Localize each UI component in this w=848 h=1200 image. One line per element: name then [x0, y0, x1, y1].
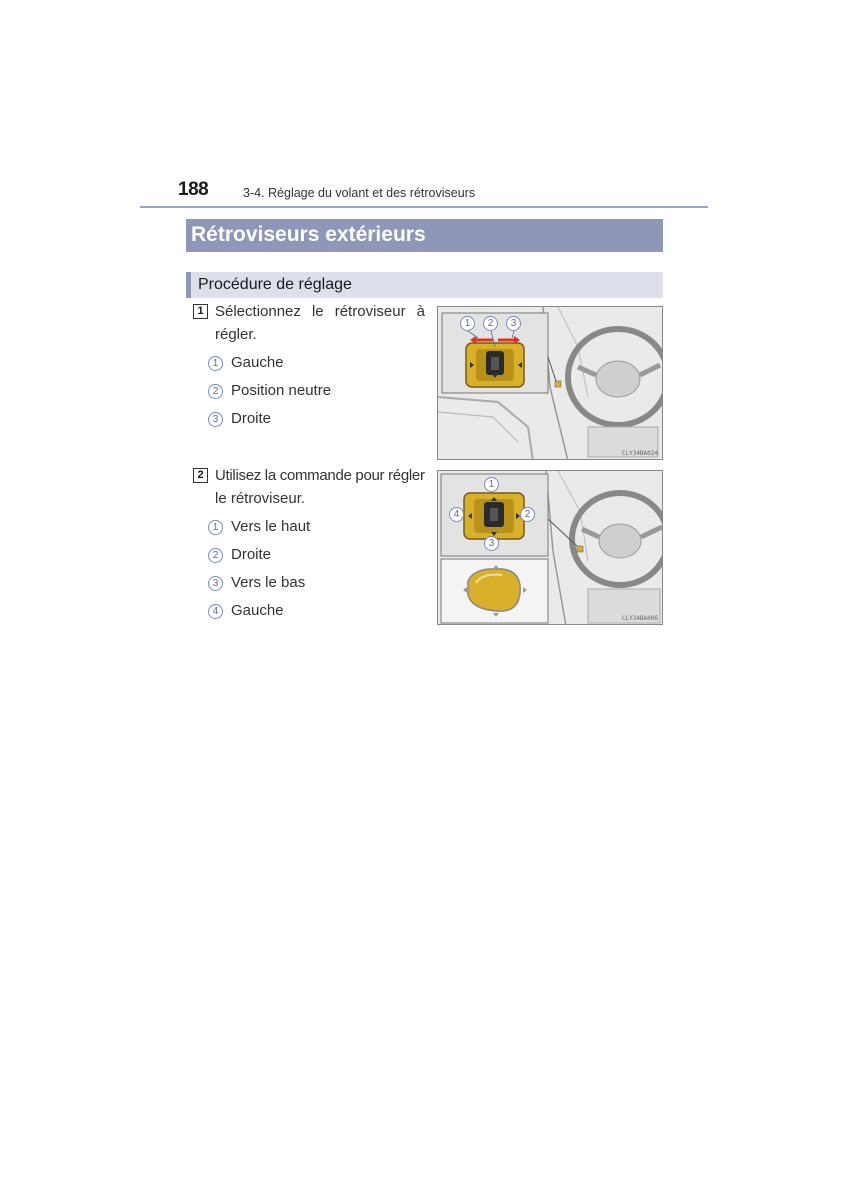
subsection-title-bar [186, 272, 663, 298]
item-number: 3 [208, 412, 223, 427]
callout-number: 2 [483, 316, 498, 331]
item-label: Gauche [231, 602, 284, 619]
item-number: 2 [208, 548, 223, 563]
figure-code: CLY34BA006 [621, 615, 658, 622]
dashboard-illustration [438, 471, 663, 625]
callout-number: 3 [506, 316, 521, 331]
item-label: Gauche [231, 354, 284, 371]
item-number: 1 [208, 520, 223, 535]
step-number-1: 1 [193, 304, 208, 319]
figure-code: CLY34BA024 [621, 450, 658, 457]
step-2-text-line1: Utilisez la commande pour régler [215, 467, 425, 484]
item-label: Droite [231, 410, 272, 427]
section-title-bar [186, 219, 663, 252]
item-label: Vers le bas [231, 574, 306, 591]
mirror-select-figure [437, 306, 663, 460]
subsection-title: Procédure de réglage [198, 276, 352, 293]
chapter-header: 3-4. Réglage du volant et des rétroviseurs [243, 186, 476, 200]
callout-number: 1 [484, 477, 499, 492]
item-number: 2 [208, 384, 223, 399]
item-label: Droite [231, 546, 272, 563]
step-1-text-line2: régler. [215, 326, 257, 343]
item-number: 4 [208, 604, 223, 619]
callout-number: 3 [484, 536, 499, 551]
callout-number: 2 [520, 507, 535, 522]
step-1-text-line1: Sélectionnez le rétroviseur à [215, 303, 425, 320]
section-title: Rétroviseurs extérieurs [191, 223, 426, 246]
page-number: 188 [178, 179, 209, 200]
item-number: 3 [208, 576, 223, 591]
item-label: Vers le haut [231, 518, 311, 535]
item-number: 1 [208, 356, 223, 371]
header-divider [140, 206, 708, 208]
step-2-text-line2: le rétroviseur. [215, 490, 306, 507]
item-label: Position neutre [231, 382, 332, 399]
callout-number: 4 [449, 507, 464, 522]
mirror-adjust-figure [437, 470, 663, 625]
callout-number: 1 [460, 316, 475, 331]
dashboard-illustration [438, 307, 663, 460]
step-number-2: 2 [193, 468, 208, 483]
